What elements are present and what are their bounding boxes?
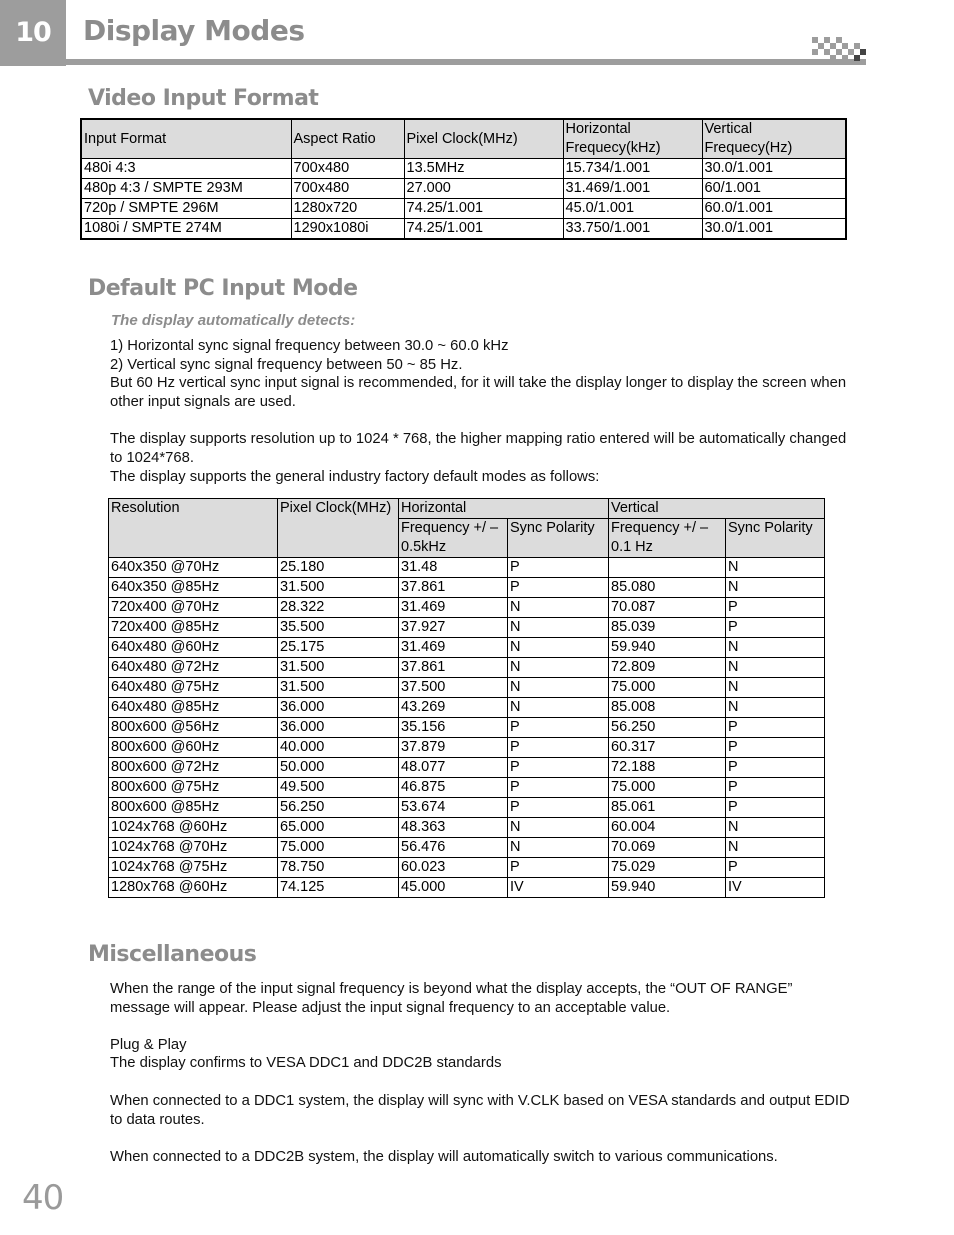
table-cell: 37.927	[399, 618, 508, 638]
table-row	[109, 638, 825, 658]
column-header: Vertical Frequecy(Hz)	[702, 119, 846, 159]
column-header: Input Format	[81, 119, 291, 159]
table-cell: 700x480	[291, 159, 404, 179]
table-row	[109, 718, 825, 738]
table-cell: 1290x1080i	[291, 219, 404, 240]
table-cell: 45.0/1.001	[563, 199, 702, 219]
table-row	[109, 738, 825, 758]
column-header: Vertical	[609, 499, 825, 519]
table-cell: 70.069	[609, 838, 726, 858]
table-cell: N	[508, 598, 609, 618]
paragraph: When connected to a DDC1 system, the display will sync with V.CLK based on VESA standards and output EDID to data routes.	[110, 1093, 850, 1128]
table-cell: 28.322	[278, 598, 399, 618]
table-cell: 720x400 @85Hz	[109, 618, 278, 638]
table-cell: P	[726, 858, 825, 878]
table-cell: 1024x768 @60Hz	[109, 818, 278, 838]
table-row	[109, 698, 825, 718]
table-cell: 37.500	[399, 678, 508, 698]
table-row	[81, 219, 846, 240]
table-cell: 30.0/1.001	[702, 219, 846, 240]
table-cell: 800x600 @56Hz	[109, 718, 278, 738]
table-cell: 31.500	[278, 678, 399, 698]
table-row	[109, 878, 825, 898]
column-header: Pixel Clock(MHz)	[404, 119, 563, 159]
table-row	[109, 678, 825, 698]
table-cell: 800x600 @72Hz	[109, 758, 278, 778]
table-cell: 75.000	[609, 778, 726, 798]
table-cell: P	[508, 798, 609, 818]
table-cell: 72.188	[609, 758, 726, 778]
table-cell: P	[726, 598, 825, 618]
table-cell: 640x480 @85Hz	[109, 698, 278, 718]
table-cell: 56.476	[399, 838, 508, 858]
table-cell: 800x600 @75Hz	[109, 778, 278, 798]
table-cell: P	[508, 778, 609, 798]
table-cell: 640x480 @72Hz	[109, 658, 278, 678]
table-cell: 45.000	[399, 878, 508, 898]
paragraph: When the range of the input signal frequency is beyond what the display accepts, the “OUT OF RANGE” message will appear. Please adjust the input signal frequency to an acceptable value.	[110, 981, 793, 1016]
paragraph: The display supports resolution up to 1024 * 768, the higher mapping ratio entered will be automatically changed to 1024*768.	[110, 431, 847, 466]
table-cell: 640x480 @60Hz	[109, 638, 278, 658]
table-cell: 48.363	[399, 818, 508, 838]
table-cell: P	[508, 578, 609, 598]
table-cell: N	[508, 618, 609, 638]
paragraph: When connected to a DDC2B system, the display will automatically switch to various communications.	[110, 1149, 778, 1165]
table-cell: N	[726, 558, 825, 578]
table-cell: P	[508, 758, 609, 778]
table-row	[81, 159, 846, 179]
video-input-heading: Video Input Format	[88, 86, 319, 111]
checker-pattern-icon	[812, 37, 866, 62]
table-row	[109, 838, 825, 858]
table-cell: N	[726, 658, 825, 678]
column-header: Sync Polarity	[508, 519, 609, 558]
table-cell: P	[508, 718, 609, 738]
table-row	[109, 798, 825, 818]
table-row	[109, 778, 825, 798]
table-row	[81, 179, 846, 199]
table-cell: 59.940	[609, 878, 726, 898]
table-cell: 37.861	[399, 578, 508, 598]
table-cell: 31.469	[399, 598, 508, 618]
table-row	[109, 578, 825, 598]
table-row	[81, 199, 846, 219]
table-cell: 31.500	[278, 578, 399, 598]
table-cell: 700x480	[291, 179, 404, 199]
table-cell: 85.080	[609, 578, 726, 598]
table-cell: 75.000	[278, 838, 399, 858]
table-row	[109, 618, 825, 638]
table-row	[109, 598, 825, 618]
table-cell: P	[726, 718, 825, 738]
paragraph: But 60 Hz vertical sync input signal is recommended, for it will take the display longer to display the screen when other input signals are used.	[110, 375, 847, 410]
paragraph: The display supports the general industry factory default modes as follows:	[110, 469, 600, 485]
table-cell: 1024x768 @75Hz	[109, 858, 278, 878]
table-cell: 74.25/1.001	[404, 199, 563, 219]
table-cell: 33.750/1.001	[563, 219, 702, 240]
paragraph: 2) Vertical sync signal frequency between 50 ~ 85 Hz.	[110, 357, 463, 373]
table-cell: 31.469	[399, 638, 508, 658]
table-cell: 25.180	[278, 558, 399, 578]
table-cell: N	[726, 818, 825, 838]
table-cell: 59.940	[609, 638, 726, 658]
table-row	[109, 858, 825, 878]
column-header: Sync Polarity	[726, 519, 825, 558]
table-cell: 31.469/1.001	[563, 179, 702, 199]
detect-note: The display automatically detects:	[111, 312, 356, 329]
table-cell: N	[508, 818, 609, 838]
table-cell: 72.809	[609, 658, 726, 678]
table-cell: N	[726, 698, 825, 718]
table-cell: 60.004	[609, 818, 726, 838]
table-cell: IV	[508, 878, 609, 898]
table-cell: 640x350 @85Hz	[109, 578, 278, 598]
table-cell: 37.879	[399, 738, 508, 758]
table-cell: 56.250	[278, 798, 399, 818]
table-cell: P	[726, 758, 825, 778]
table-cell: N	[508, 638, 609, 658]
column-header: Frequency +/ – 0.1 Hz	[609, 519, 726, 558]
table-cell: 36.000	[278, 718, 399, 738]
table-cell: 640x350 @70Hz	[109, 558, 278, 578]
table-cell: 60.317	[609, 738, 726, 758]
table-cell: 31.500	[278, 658, 399, 678]
table-cell: 56.250	[609, 718, 726, 738]
column-header: Aspect Ratio	[291, 119, 404, 159]
table-cell	[609, 558, 726, 578]
table-cell: 35.500	[278, 618, 399, 638]
table-cell: 74.25/1.001	[404, 219, 563, 240]
pc-modes-table	[108, 498, 825, 898]
table-cell: 27.000	[404, 179, 563, 199]
table-cell: N	[508, 658, 609, 678]
table-cell: 50.000	[278, 758, 399, 778]
table-cell: 1080i / SMPTE 274M	[81, 219, 291, 240]
table-cell: 85.061	[609, 798, 726, 818]
table-cell: 75.029	[609, 858, 726, 878]
table-cell: 37.861	[399, 658, 508, 678]
table-cell: 13.5MHz	[404, 159, 563, 179]
table-cell: 36.000	[278, 698, 399, 718]
table-cell: 46.875	[399, 778, 508, 798]
table-cell: N	[508, 698, 609, 718]
table-cell: P	[726, 618, 825, 638]
table-cell: P	[508, 738, 609, 758]
table-cell: 35.156	[399, 718, 508, 738]
table-cell: N	[726, 838, 825, 858]
table-cell: 1280x768 @60Hz	[109, 878, 278, 898]
table-cell: 48.077	[399, 758, 508, 778]
table-cell: P	[726, 798, 825, 818]
table-cell: 43.269	[399, 698, 508, 718]
table-row	[109, 758, 825, 778]
table-cell: 40.000	[278, 738, 399, 758]
video-input-table	[80, 118, 847, 240]
table-row	[109, 658, 825, 678]
table-cell: P	[508, 558, 609, 578]
table-cell: 74.125	[278, 878, 399, 898]
table-header-row	[109, 499, 825, 519]
table-cell: 720p / SMPTE 296M	[81, 199, 291, 219]
table-cell: N	[726, 578, 825, 598]
table-header-row	[81, 119, 846, 159]
column-header: Horizontal	[399, 499, 609, 519]
table-cell: 85.039	[609, 618, 726, 638]
table-cell: 480p 4:3 / SMPTE 293M	[81, 179, 291, 199]
table-cell: 60/1.001	[702, 179, 846, 199]
table-cell: 720x400 @70Hz	[109, 598, 278, 618]
table-cell: 31.48	[399, 558, 508, 578]
table-cell: 60.023	[399, 858, 508, 878]
column-header: Horizontal Frequecy(kHz)	[563, 119, 702, 159]
table-cell: 30.0/1.001	[702, 159, 846, 179]
table-cell: 78.750	[278, 858, 399, 878]
table-cell: 75.000	[609, 678, 726, 698]
table-cell: 85.008	[609, 698, 726, 718]
table-cell: N	[508, 838, 609, 858]
page-title: Display Modes	[83, 14, 305, 47]
table-cell: N	[508, 678, 609, 698]
table-cell: IV	[726, 878, 825, 898]
misc-heading: Miscellaneous	[88, 942, 257, 967]
table-cell: 60.0/1.001	[702, 199, 846, 219]
table-cell: 49.500	[278, 778, 399, 798]
table-cell: N	[726, 678, 825, 698]
table-cell: 640x480 @75Hz	[109, 678, 278, 698]
table-cell: P	[726, 738, 825, 758]
table-cell: P	[508, 858, 609, 878]
paragraph: The display confirms to VESA DDC1 and DDC2B standards	[110, 1055, 502, 1071]
header-rule	[66, 59, 866, 65]
table-cell: 800x600 @85Hz	[109, 798, 278, 818]
column-header: Pixel Clock(MHz)	[278, 499, 399, 558]
table-cell: 53.674	[399, 798, 508, 818]
table-cell: 800x600 @60Hz	[109, 738, 278, 758]
table-cell: 1280x720	[291, 199, 404, 219]
paragraph: 1) Horizontal sync signal frequency between 30.0 ~ 60.0 kHz	[110, 338, 509, 354]
table-cell: 1024x768 @70Hz	[109, 838, 278, 858]
table-row	[109, 558, 825, 578]
table-cell: P	[726, 778, 825, 798]
column-header: Frequency +/ – 0.5kHz	[399, 519, 508, 558]
pc-input-heading: Default PC Input Mode	[88, 276, 358, 301]
page-number: 40	[22, 1178, 64, 1218]
table-cell: N	[726, 638, 825, 658]
table-cell: 25.175	[278, 638, 399, 658]
table-cell: 15.734/1.001	[563, 159, 702, 179]
chapter-number: 10	[0, 0, 66, 66]
paragraph: Plug & Play	[110, 1037, 187, 1053]
column-header: Resolution	[109, 499, 278, 558]
table-cell: 480i 4:3	[81, 159, 291, 179]
table-cell: 70.087	[609, 598, 726, 618]
table-cell: 65.000	[278, 818, 399, 838]
table-row	[109, 818, 825, 838]
